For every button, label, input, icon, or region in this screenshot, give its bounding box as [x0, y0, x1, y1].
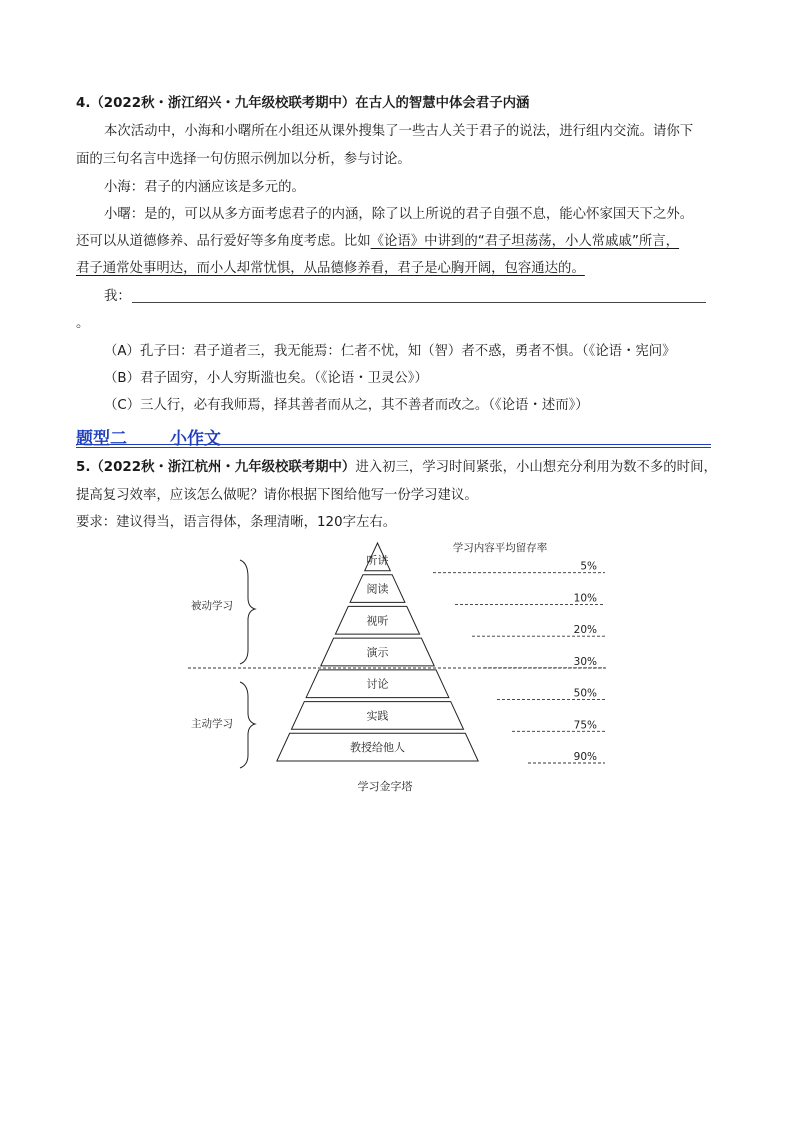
section-rule-bottom	[76, 447, 711, 448]
q4-answer-blank[interactable]	[132, 302, 706, 303]
pyramid-layer-label: 教授给他人	[350, 741, 405, 755]
q4-paragraph-3b	[76, 233, 679, 251]
learning-pyramid-chart	[0, 530, 794, 800]
q4-option-a: （A）孔子曰：君子道者三，我无能焉：仁者不忧，知（智）者不惑，勇者不惧。（《论语・宪问》	[104, 344, 676, 359]
passive-group-brace	[240, 560, 255, 664]
q4-option-c: （C）三人行，必有我师焉，择其善者而从之，其不善者而改之。（《论语・述而》）	[104, 398, 589, 413]
section-title: 小作文	[170, 429, 221, 449]
active-group-brace	[240, 682, 255, 768]
q4-answer-label: 我：	[104, 289, 131, 304]
q5-requirements: 要求：建议得当，语言得体，条理清晰，120字左右。	[76, 515, 397, 530]
retention-value: 90%	[573, 751, 597, 763]
retention-rate-header: 学习内容平均留存率	[452, 542, 548, 554]
q4-paragraph-3a: 小曙：是的，可以从多方面考虑君子的内涵，除了以上所说的君子自强不息，能心怀家国天下之外。	[104, 207, 694, 222]
q4-paragraph-2: 小海：君子的内涵应该是多元的。	[104, 180, 305, 195]
pyramid-layer-label: 讨论	[366, 677, 389, 691]
q5-paragraph-1a	[76, 459, 717, 477]
chart-title: 学习金字塔	[357, 780, 413, 793]
q5-heading: 5.（2022秋・浙江杭州・九年级校联考期中）	[76, 460, 356, 475]
pyramid-layer-label: 实践	[366, 709, 389, 723]
pyramid-layer-label: 演示	[366, 646, 389, 659]
q4-paragraph-3b-text: 还可以从道德修养、品行爱好等多角度考虑。比如	[76, 234, 371, 249]
q5-paragraph-1a-text: 进入初三，学习时间紧张，小山想充分利用为数不多的时间，	[355, 460, 717, 475]
retention-value: 10%	[573, 592, 597, 605]
retention-value: 20%	[573, 624, 597, 637]
q5-paragraph-1b: 提高复习效率，应该怎么做呢？请你根据下图给他写一份学习建议。	[76, 488, 478, 503]
retention-value: 5%	[580, 560, 597, 573]
q4-paragraph-1b: 面的三句名言中选择一句仿照示例加以分析，参与讨论。	[76, 152, 411, 167]
pyramid-layer-label: 视听	[366, 614, 389, 628]
q4-underlined-analysis: 君子通常处事明达，而小人却常忧惧，从品德修养看，君子是心胸开阔，包容通达的。	[76, 261, 585, 276]
section-rule-top	[76, 444, 711, 445]
group-label-active: 主动学习	[191, 718, 233, 730]
q4-option-b: （B）君子固穷，小人穷斯滥也矣。（《论语・卫灵公》）	[104, 371, 428, 386]
q4-underlined-quote: 《论语》中讲到的“君子坦荡荡，小人常戚戚”所言，	[370, 234, 680, 249]
section-label: 题型二	[76, 429, 127, 449]
retention-value: 50%	[573, 687, 597, 700]
pyramid-layer-label: 听讲	[366, 553, 389, 567]
retention-value: 30%	[573, 655, 597, 668]
pyramid-layer-label: 阅读	[366, 582, 389, 596]
q4-paragraph-1a: 本次活动中，小海和小曙所在小组还从课外搜集了一些古人关于君子的说法，进行组内交流。请你下	[104, 124, 694, 139]
q4-answer-period: 。	[76, 316, 90, 331]
q4-heading: 4.（2022秋・浙江绍兴・九年级校联考期中）在古人的智慧中体会君子内涵	[76, 96, 530, 111]
retention-value: 75%	[573, 719, 597, 732]
group-label-passive: 被动学习	[191, 600, 233, 612]
